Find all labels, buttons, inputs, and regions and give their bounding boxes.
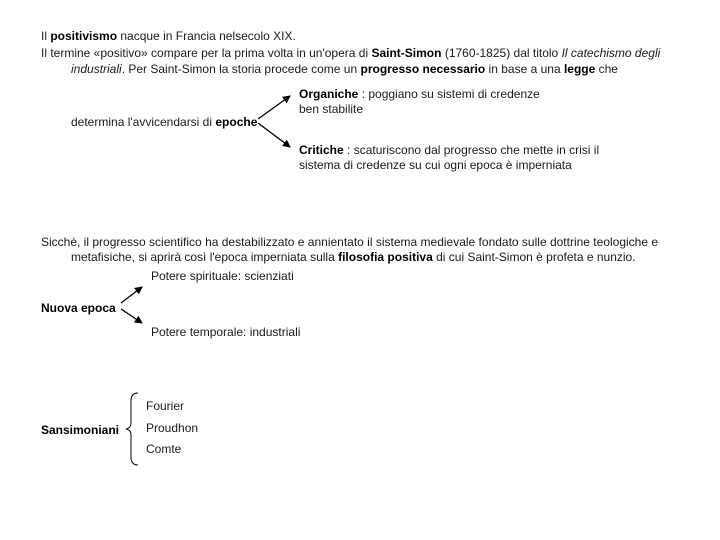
organic-epochs-line-2: ben stabilite bbox=[299, 102, 364, 116]
arrow-to-organiche bbox=[258, 96, 290, 119]
term-organiche: Organiche bbox=[299, 87, 359, 101]
arrow-to-spiritual bbox=[121, 287, 142, 303]
temporal-power: Potere temporale: industriali bbox=[151, 325, 301, 339]
term-critiche: Critiche bbox=[299, 143, 344, 157]
follower-comte: Comte bbox=[146, 442, 182, 456]
follower-proudhon: Proudhon bbox=[146, 421, 199, 435]
term-positivismo: positivismo bbox=[50, 29, 118, 43]
name-saint-simon: Saint-Simon bbox=[371, 46, 442, 60]
arrow-to-critiche bbox=[258, 123, 290, 147]
critical-epochs-line-2: sistema di credenze su cui ogni epoca è imperniata bbox=[299, 158, 572, 172]
intro-line-3: industriali. Per Saint-Simon la storia procede come un progresso necessario in base a una legge che bbox=[71, 62, 618, 76]
epochs-label: determina l'avvicendarsi di epoche bbox=[71, 115, 258, 129]
critical-epochs-line-1: Critiche : scaturiscono dal progresso che mette in crisi il bbox=[299, 143, 600, 157]
term-legge: legge bbox=[563, 62, 596, 76]
new-epoch-label: Nuova epoca bbox=[41, 301, 116, 315]
book-title: Il catechismo degli bbox=[561, 46, 661, 60]
arrow-to-temporal bbox=[121, 309, 142, 323]
sansimoniani-brace bbox=[126, 393, 138, 465]
term-progresso: progresso necessario bbox=[360, 62, 486, 76]
term-epoche: epoche bbox=[215, 115, 258, 129]
spiritual-power: Potere spirituale: scienziati bbox=[151, 269, 294, 283]
sansimoniani-label: Sansimoniani bbox=[41, 423, 120, 437]
organic-epochs-line-1: Organiche : poggiano su sistemi di credenze bbox=[299, 87, 540, 101]
book-title-cont: industriali bbox=[71, 62, 122, 76]
intro-line-2: Il termine «positivo» compare per la prima volta in un'opera di Saint-Simon (1760-1825) dal titolo Il catechismo degli bbox=[41, 46, 661, 60]
term-filosofia-positiva: filosofia positiva bbox=[338, 250, 433, 264]
progress-line-2: metafisiche, si aprirà così l'epoca imperniata sulla filosofia positiva di cui Saint-Simon è profeta e nunzio. bbox=[71, 250, 636, 264]
progress-line-1: Sicché, il progresso scientifico ha destabilizzato e annientato il sistema medievale fondato sulle dottrine teologiche e bbox=[41, 235, 659, 249]
follower-fourier: Fourier bbox=[146, 399, 185, 413]
intro-line-1: Il positivismo nacque in Francia nelsecolo XIX. bbox=[41, 29, 296, 43]
